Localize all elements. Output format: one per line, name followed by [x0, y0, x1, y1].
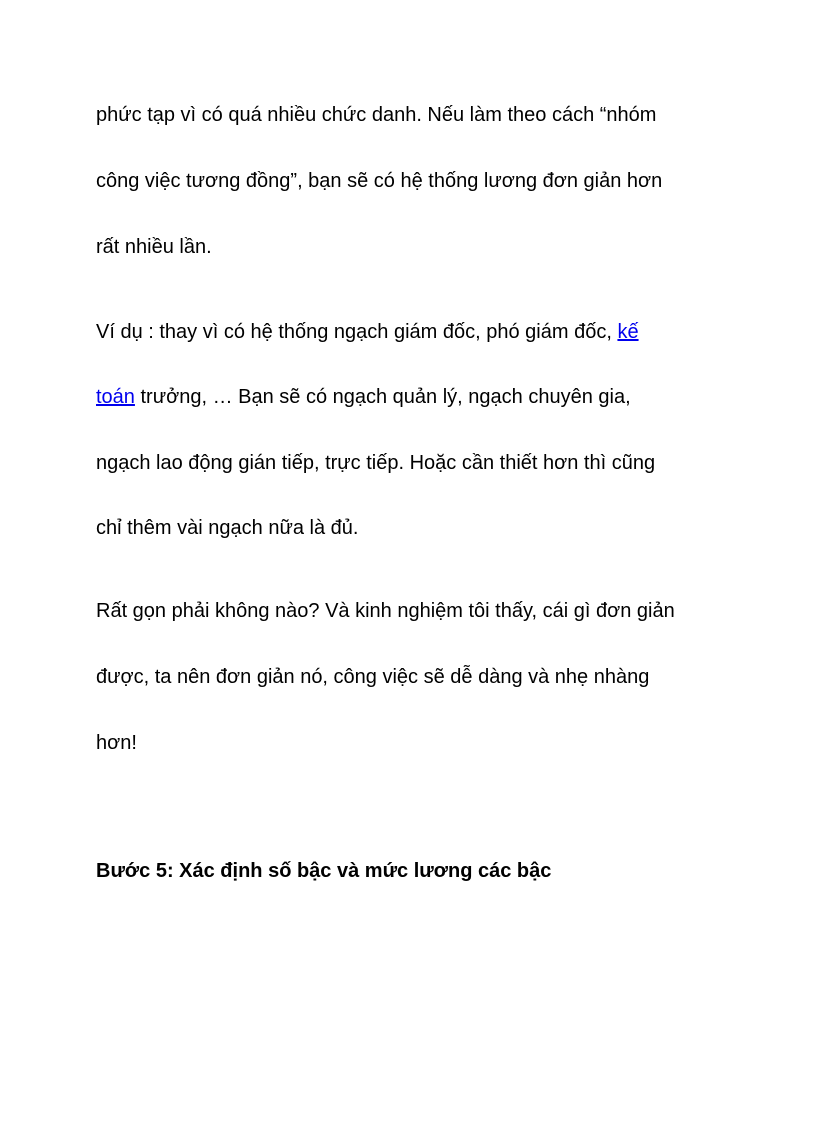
ke-toan-link-part-1[interactable]: kế [617, 321, 639, 343]
paragraph-1-line-1: phức tạp vì có quá nhiều chức danh. Nếu làm theo cách “nhóm [96, 104, 657, 126]
paragraph-2-line-2-text: trưởng, … Bạn sẽ có ngạch quản lý, ngạch chuyên gia, [134, 386, 631, 408]
section-heading-step-5: Bước 5: Xác định số bậc và mức lương các bậc [96, 860, 552, 882]
paragraph-3-line-2: được, ta nên đơn giản nó, công việc sẽ dễ dàng và nhẹ nhàng [96, 666, 650, 688]
paragraph-1-line-3: rất nhiều lần. [96, 236, 212, 258]
paragraph-2-line-4: chỉ thêm vài ngạch nữa là đủ. [96, 517, 359, 539]
ke-toan-link-part-2[interactable]: toán [96, 386, 135, 408]
paragraph-3-line-1: Rất gọn phải không nào? Và kinh nghiệm tôi thấy, cái gì đơn giản [96, 600, 675, 622]
paragraph-3-line-3: hơn! [96, 732, 137, 754]
paragraph-2-line-1-text: Ví dụ : thay vì có hệ thống ngạch giám đốc, phó giám đốc, [96, 321, 618, 343]
paragraph-2-line-3: ngạch lao động gián tiếp, trực tiếp. Hoặc cần thiết hơn thì cũng [96, 452, 656, 474]
paragraph-2-line-2 [96, 385, 631, 409]
paragraph-1-line-2: công việc tương đồng”, bạn sẽ có hệ thống lương đơn giản hơn [96, 170, 663, 192]
paragraph-2-line-1 [96, 320, 639, 344]
